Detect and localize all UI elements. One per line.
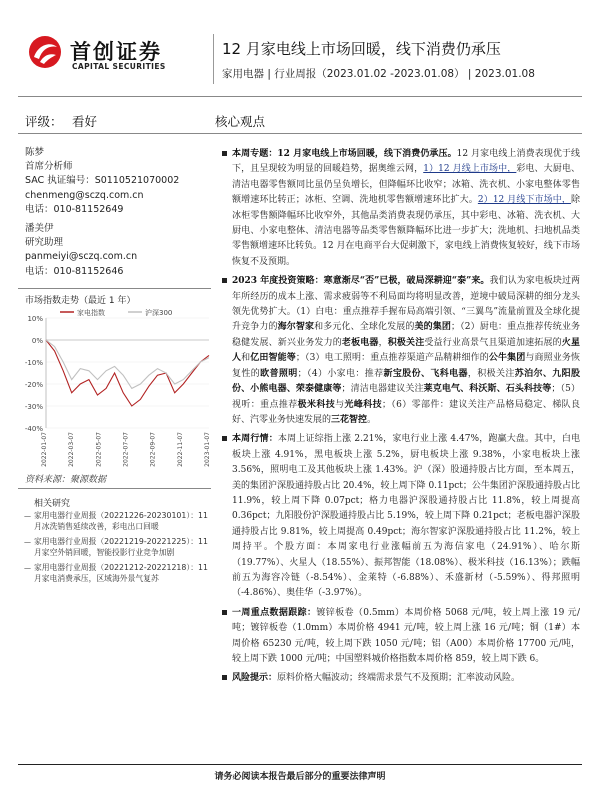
bullet-icon: [222, 675, 227, 680]
x-tick-label: 2022-03-07: [68, 432, 76, 467]
related-research-title: 相关研究: [34, 499, 71, 509]
paragraph-label: 一周重点数据跟踪：: [232, 607, 317, 618]
paragraph-label: 2023 年度投资策略：寒意渐尽“否”已极，破局深耕迎“泰”来。: [232, 276, 490, 287]
y-tick-label: -30%: [24, 403, 43, 411]
side-rule: [18, 488, 211, 489]
paragraph-label: 本周行情：: [232, 434, 278, 445]
y-tick-label: 10%: [27, 315, 43, 323]
x-tick-label: 2023-01-07: [204, 432, 211, 467]
side-rule: [18, 288, 211, 289]
y-tick-label: -20%: [24, 381, 43, 389]
report-title: 12 月家电线上市场回暖，线下消费仍承压: [222, 40, 501, 58]
y-tick-label: 0%: [31, 337, 43, 345]
analyst-phone: 电话：010-81152646: [25, 265, 124, 277]
analyst-name: 陈梦: [25, 147, 45, 158]
footer-rule: [18, 764, 582, 765]
y-tick-label: -40%: [24, 425, 43, 433]
x-tick-label: 2022-07-07: [122, 432, 130, 467]
related-research-item[interactable]: — 家用电器行业周报（20221219-20221225）：11 月家空外销回暖，智能投影行业竞争加剧: [24, 537, 214, 558]
x-tick-label: 2022-09-07: [149, 432, 157, 467]
market-index-chart: [20, 306, 215, 468]
bullet-icon: [222, 151, 227, 156]
analyst-block-1: [25, 146, 215, 217]
chart-title: 市场指数走势（最近 1 年）: [25, 296, 136, 306]
legend-label: 沪深300: [145, 309, 173, 317]
header-rule: [18, 96, 582, 97]
analyst-role: 首席分析师: [25, 161, 73, 173]
related-research-list: [24, 511, 214, 590]
analyst-email[interactable]: panmeiyi@sczq.com.cn: [25, 251, 138, 263]
related-research-item[interactable]: — 家用电器行业周报（20221226-20230101）：11 月冰洗销售延续改善，彩电出口回暖: [24, 511, 214, 532]
paragraph-data-tracking: 一周重点数据跟踪：镀锌板卷（0.5mm）本周价格 5068 元/吨，较上周上涨 19 元/吨；镀锌板卷（1.0mm）本周价格 4941 元/吨，较上周上涨 16 元/吨；铜（1#）本周价格 65230 元/吨，较上周下跌 1050 元/吨；铝（A00）本周价格 17700 元/吨，较上周下跌 1000 元/吨；中国塑料城价格指数本周价格 859，较上周下跌 6。: [222, 606, 580, 668]
x-tick-label: 2022-05-07: [95, 432, 103, 467]
paragraph-label: 风险提示：: [232, 673, 278, 684]
y-tick-label: -10%: [24, 359, 43, 367]
paragraph-strategy: 2023 年度投资策略：寒意渐尽“否”已极，破局深耕迎“泰”来。我们认为家电板块过两年所经历的成本上涨、需求疲弱等不利局面均将明显改善，逆境中破局深耕的细分龙头领先优势扩大。（1）白电：重点推荐手握布局高端引领、“三翼鸟”流量前置及全球化提升竞争力的海尔智家和多元化、全球化发展的美的集团；（2）厨电：重点推荐传统业务稳健发展、新兴业务发力的老板电器，积极关注受益行业高景气且渠道加速拓展的火星人和亿田智能等；（3）电工照明：重点推荐渠道产品精耕细作的公牛集团与商照业务恢复性的欧普照明；（4）小家电：推荐新宝股份、飞科电器，积极关注苏泊尔、九阳股份、小熊电器、荣泰健康等；清洁电器建议关注莱克电气、科沃斯、石头科技等；（5）视听：重点推荐极米科技与光峰科技；（6）零部件：建议关注产品格局稳定、梯队良好、汽零业务快速发展的三花智控。: [222, 274, 580, 428]
core-views-body: [222, 147, 580, 691]
analyst-phone: 电话：010-81152649: [25, 203, 124, 215]
report-subtitle: 家用电器 | 行业周报（2023.01.02 -2023.01.08） | 2023.01.08: [222, 68, 535, 80]
header-divider: [213, 34, 214, 84]
bullet-icon: [222, 610, 227, 615]
x-tick-label: 2022-11-07: [176, 432, 184, 467]
x-tick-label: 2022-01-07: [41, 432, 48, 467]
analyst-block-2: [25, 222, 215, 279]
rating-label: 评级：: [25, 114, 63, 129]
bullet-icon: [222, 278, 227, 283]
analyst-email[interactable]: chenmeng@sczq.com.cn: [25, 189, 144, 201]
paragraph-market: 本周行情：本周上证综指上涨 2.21%，家电行业上涨 4.47%，跑赢大盘。其中，白电板块上涨 4.91%，黑电板块上涨 5.2%，厨电板块上涨 9.38%，小家电板块上涨 3.56%，照明电工及其他板块上涨 1.43%。沪（深）股通持股占比方面，至本周五，美的集团沪深股通持股占比 20.4%，较上周下降 0.11pct；公牛集团沪深股通持股占比 11.9%，较上周下降 0.07pct；格力电器沪深股通持股占比 11.8%，较上周提高 0.36pct；九阳股份沪深股通持股占比 5.19%，较上周下降 0.21pct；老板电器沪深股通持股占比 9.81%，较上周提高 0.49pct；海尔智家沪深股通持股占比 11.2%，较上周持平。个股方面：本周家电行业涨幅前五为海信家电（24.91%）、哈尔斯（19.77%）、火星人（18.55%）、振邦智能（18.08%）、极米科技（16.13%）；跌幅前五为海容冷链（-8.54%）、金莱特（-6.88%）、禾盛新材（-5.59%）、得邦照明（-4.86%）、奥佳华（-3.97%）。: [222, 432, 580, 601]
brand-name-cn: 首创证券: [70, 40, 162, 64]
legend-label: 家电指数: [77, 309, 105, 317]
brand-name-en: CAPITAL SECURITIES: [72, 62, 166, 71]
section-rule: [18, 133, 582, 134]
series-line: [46, 340, 209, 388]
logo-icon: [28, 35, 62, 69]
analyst-cert: SAC 执证编号：S0110521070002: [25, 175, 180, 187]
bullet-icon: [222, 436, 227, 441]
analyst-name: 潘美伊: [25, 223, 54, 234]
paragraph-weekly-topic: 本周专题：12 月家电线上市场回暖，线下消费仍承压。12 月家电线上消费表现优于线下，且呈现较为明显的回暖趋势，据奥维云网，1）12 月线上市场中，彩电、大厨电、清洁电器零售额同比虽仍呈负增长，但降幅环比收窄；冰箱、洗衣机、小家电整体零售额增速环比转正；冰柜、空调、洗地机零售额增速环比扩大。2）12 月线下市场中，除冰柜零售额降幅环比收窄外，其他品类消费表现仍承压，其中彩电、冰箱、洗衣机、大厨电、小家电整体、清洁电器等品类零售额降幅环比进一步扩大；洗地机、扫地机品类零售额增速环比转负。12 月在电商平台大促刺激下，家电线上消费恢复较好，线下市场恢复不及预期。: [222, 147, 580, 270]
paragraph-risk: 风险提示：原料价格大幅波动；终端需求景气不及预期；汇率波动风险。: [222, 671, 580, 686]
core-views-title: 核心观点: [215, 114, 266, 129]
analyst-role: 研究助理: [25, 237, 64, 249]
legal-notice: 请务必阅读本报告最后部分的重要法律声明: [214, 772, 386, 782]
chart-source: 资料来源：聚源数据: [25, 475, 107, 485]
related-research-item[interactable]: — 家用电器行业周报（20221212-20221218）：11 月家电消费承压，区域海外景气复苏: [24, 563, 214, 584]
rating-value: 看好: [72, 114, 98, 129]
paragraph-label: 本周专题：12 月家电线上市场回暖，线下消费仍承压。: [232, 149, 457, 159]
series-line: [46, 340, 209, 406]
